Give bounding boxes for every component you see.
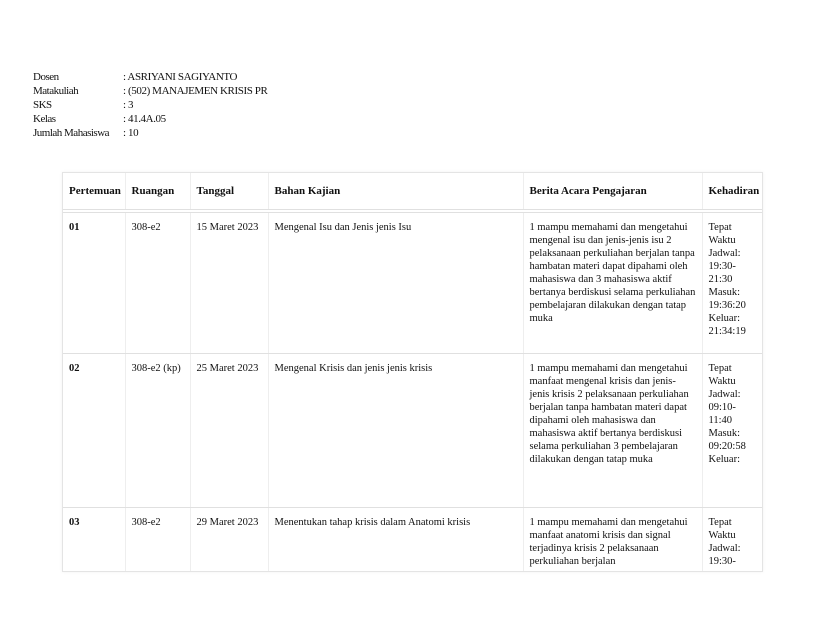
header-ruangan: Ruangan [125,173,190,210]
attendance-table-container[interactable] [62,172,763,572]
info-label: Kelas [33,113,56,125]
cell-pertemuan: 01 [63,213,125,354]
kehadiran-line: 09:20:58 [708,441,746,452]
kehadiran-line: 19:36:20 [708,300,746,311]
info-value: : 3 [123,99,134,111]
kehadiran-line: Waktu [708,530,736,541]
cell-pertemuan: 02 [63,354,125,508]
cell-berita-acara: 1 mampu memahami dan mengetahui mengenal isu dan jenis-jenis isu 2 pelaksanaan perkuliahan berjalan tanpa hambatan materi dapat dipahami oleh mahasiswa dan 3 mahasiswa aktif bertanya berdiskusi selama perkuliahan pembelajaran dilakukan dengan tatap muka [523,213,702,354]
kehadiran-line: Jadwal: [708,248,741,259]
info-value: : 41.4A.05 [123,113,166,125]
table-row [63,508,763,573]
kehadiran-line: Tepat [708,517,732,528]
cell-tanggal: 29 Maret 2023 [190,508,268,573]
kehadiran-line: 19:30- [708,556,736,567]
info-value: : (502) MANAJEMEN KRISIS PR [123,85,268,97]
cell-ruangan: 308-e2 [125,213,190,354]
kehadiran-line: 19:30- [708,261,736,272]
info-value: : 10 [123,127,139,139]
course-info [33,70,267,140]
cell-kehadiran [702,213,763,354]
table-row [63,354,763,508]
cell-pertemuan: 03 [63,508,125,573]
info-label: Dosen [33,71,59,83]
attendance-table [63,173,763,572]
cell-bahan-kajian: Mengenal Krisis dan jenis jenis krisis [268,354,523,508]
header-pertemuan: Pertemuan [63,173,125,210]
cell-ruangan: 308-e2 (kp) [125,354,190,508]
table-header-row [63,173,763,210]
header-bahan-kajian: Bahan Kajian [268,173,523,210]
cell-tanggal: 15 Maret 2023 [190,213,268,354]
info-label: SKS [33,99,52,111]
kehadiran-line: Jadwal: [708,389,741,400]
cell-ruangan: 308-e2 [125,508,190,573]
table-row [63,213,763,354]
cell-bahan-kajian: Menentukan tahap krisis dalam Anatomi krisis [268,508,523,573]
info-value: : ASRIYANI SAGIYANTO [123,71,238,83]
kehadiran-line: 09:10- [708,402,736,413]
info-label: Jumlah Mahasiswa [33,127,110,139]
kehadiran-line: Jadwal: [708,543,741,554]
kehadiran-line: Tepat [708,222,732,233]
cell-berita-acara: 1 mampu memahami dan mengetahui manfaat anatomi krisis dan signal terjadinya krisis 2 pelaksanaan perkuliahan berjalan [523,508,702,573]
info-row-matakuliah [33,84,267,98]
cell-tanggal: 25 Maret 2023 [190,354,268,508]
kehadiran-line: 21:34:19 [708,326,746,337]
info-row-dosen [33,70,267,84]
info-row-jumlah-mahasiswa [33,126,267,140]
kehadiran-line: 11:40 [708,415,733,426]
header-kehadiran: Kehadiran [702,173,763,210]
info-label: Matakuliah [33,85,79,97]
kehadiran-line: Waktu [708,235,736,246]
header-tanggal: Tanggal [190,173,268,210]
kehadiran-line: Masuk: [708,287,740,298]
kehadiran-line: Masuk: [708,428,740,439]
kehadiran-line: Keluar: [708,313,740,324]
info-row-kelas [33,112,267,126]
header-berita-acara: Berita Acara Pengajaran [523,173,702,210]
kehadiran-line: Keluar: [708,454,740,465]
kehadiran-line: 21:30 [708,274,733,285]
cell-kehadiran [702,508,763,573]
cell-bahan-kajian: Mengenal Isu dan Jenis jenis Isu [268,213,523,354]
kehadiran-line: Waktu [708,376,736,387]
kehadiran-line: Tepat [708,363,732,374]
cell-berita-acara: 1 mampu memahami dan mengetahui manfaat mengenal krisis dan jenis-jenis krisis 2 pelaksanaan perkuliahan berjalan tanpa hambatan materi dapat dipahami oleh mahasiswa dan mahasiswa aktif bertanya berdiskusi selama perkuliahan 3 pembelajaran dilakukan dengan tatap muka [523,354,702,508]
info-row-sks [33,98,267,112]
cell-kehadiran [702,354,763,508]
